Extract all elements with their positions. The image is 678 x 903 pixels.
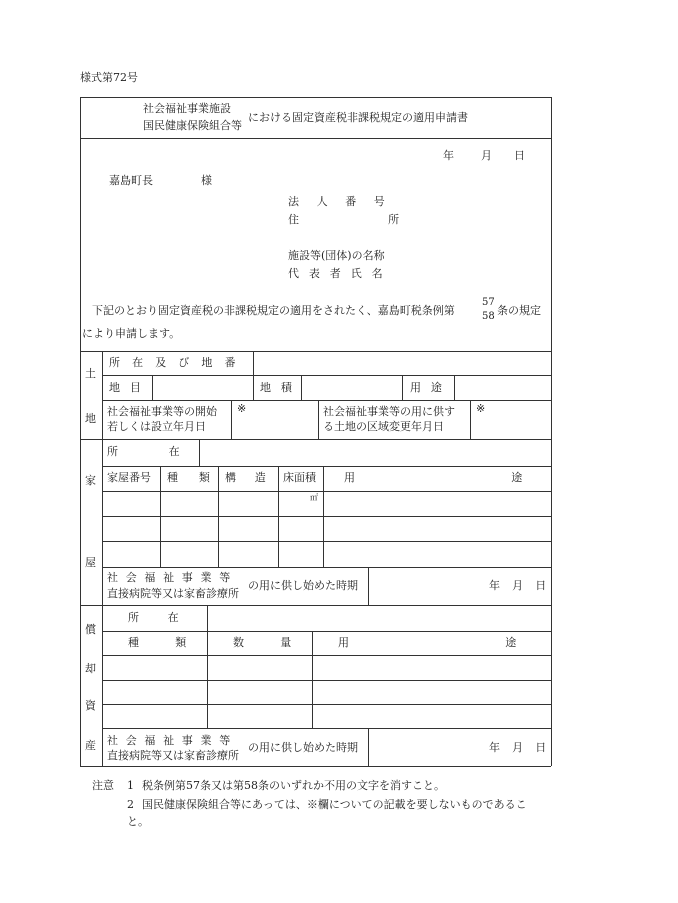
house-label-1: 家 [85, 474, 96, 487]
house-location-label: 所在 [107, 445, 231, 458]
note-2-number: 2 [127, 798, 134, 811]
land-use-label: 用途 [410, 381, 452, 394]
date-month-label: 月 [481, 149, 492, 162]
house-col-floor-area: 床面積 [283, 471, 316, 484]
notes-heading: 注意 [92, 779, 114, 792]
land-change-mark: ※ [476, 402, 486, 415]
land-change-label: 社会福祉事業等の用に供す る土地の区域変更年月日 [323, 405, 455, 433]
depreciable-since-label-2: 直接病院等又は家畜診療所 [107, 749, 239, 762]
house-col-number: 家屋番号 [107, 471, 151, 484]
land-area-label: 地積 [260, 381, 302, 394]
depreciable-location-label: 所在 [128, 611, 208, 624]
note-2-text: 国民健康保険組合等にあっては、※欄についての記載を要しないものであるこ [142, 798, 527, 811]
land-location-label: 所在及び地番 [109, 356, 248, 369]
house-since-label-2: 直接病院等又は家畜診療所 [107, 587, 239, 600]
land-start-mark: ※ [237, 402, 247, 415]
land-label-1: 土 [85, 367, 96, 380]
representative-label: 代表者氏名 [288, 267, 393, 280]
depreciable-col-quantity: 数量 [233, 636, 328, 649]
house-area-unit: ㎡ [310, 493, 318, 502]
house-since-label-1: 社会福祉事業等 [107, 571, 238, 584]
land-start-label: 社会福祉事業等の開始 若しくは設立年月日 [107, 405, 217, 433]
house-since-date: 年月日 [489, 579, 559, 592]
corp-number-label: 法人番号 [288, 195, 403, 208]
addressee-honorific: 様 [201, 174, 212, 187]
house-since-label-3: の用に供し始めた時期 [248, 579, 358, 592]
addressee-name: 嘉島町長 [109, 174, 153, 187]
note-1-text: 税条例第57条又は第58条のいずれか不用の文字を消すこと。 [142, 779, 445, 792]
land-category-label: 地目 [109, 381, 151, 394]
note-1-number: 1 [127, 779, 134, 792]
facility-name-label: 施設等(団体)の名称 [288, 249, 385, 262]
land-label-2: 地 [85, 412, 96, 425]
house-col-type: 種類 [167, 471, 231, 484]
depreciable-since-label-1: 社会福祉事業等 [107, 734, 238, 747]
depreciable-since-label-3: の用に供し始めた時期 [248, 741, 358, 754]
depreciable-since-date: 年月日 [489, 741, 559, 754]
house-col-structure: 構造 [225, 471, 285, 484]
house-col-use: 用途 [344, 471, 678, 484]
depreciable-col-use: 用途 [338, 636, 673, 649]
house-label-2: 屋 [85, 556, 96, 569]
date-day-label: 日 [514, 149, 525, 162]
note-2-text-cont: と。 [127, 815, 149, 828]
date-year-label: 年 [443, 149, 454, 162]
depreciable-col-type: 種類 [128, 636, 223, 649]
address-label: 住所 [288, 213, 489, 226]
form-number: 様式第72号 [80, 71, 138, 84]
